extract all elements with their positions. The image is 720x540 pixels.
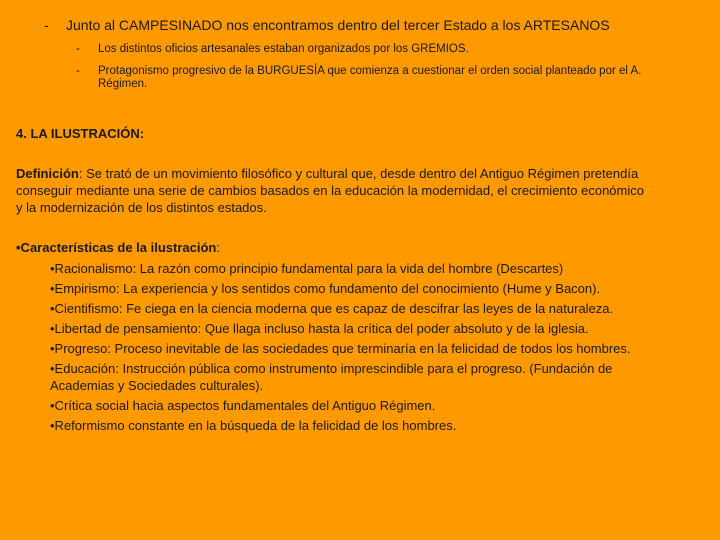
sub-bullet-gremios [76, 43, 656, 56]
bullet-dash: - [44, 17, 49, 33]
list-item: •Libertad de pensamiento: Que llaga incluso hasta la crítica del poder absoluto y de la iglesia. [50, 321, 589, 336]
list-item: •Educación: Instrucción pública como instrumento imprescindible para el progreso. (Fundación de Academias y Sociedades culturales). [50, 361, 613, 393]
definition-paragraph [16, 165, 646, 216]
characteristics-colon: : [216, 240, 220, 255]
section-heading: 4. LA ILUSTRACIÓN: [16, 126, 145, 141]
sub-bullet-burguesia [76, 65, 656, 91]
characteristics-list [50, 260, 675, 437]
definition-label: Definición [16, 166, 79, 181]
list-item: •Reformismo constante en la búsqueda de la felicidad de los hombres. [50, 418, 457, 433]
sub-bullet-text: Los distintos oficios artesanales estaban organizados por los GREMIOS. [98, 43, 469, 55]
list-item: •Racionalismo: La razón como principio fundamental para la vida del hombre (Descartes) [50, 261, 564, 276]
top-bullet-text: Junto al CAMPESINADO nos encontramos dentro del tercer Estado a los ARTESANOS [66, 17, 610, 33]
list-item: •Crítica social hacia aspectos fundamentales del Antiguo Régimen. [50, 398, 436, 413]
bullet-dash: - [76, 43, 80, 55]
characteristics-label: •Características de la ilustración [16, 240, 217, 255]
list-item: •Progreso: Proceso inevitable de las sociedades que terminaría en la felicidad de todos los hombres. [50, 341, 631, 356]
characteristics-heading [16, 239, 220, 256]
list-item: •Empirismo: La experiencia y los sentidos como fundamento del conocimiento (Hume y Bacon). [50, 281, 601, 296]
sub-bullet-text: Protagonismo progresivo de la BURGUESÍA que comienza a cuestionar el orden social planteado por el A. Régimen. [98, 65, 642, 90]
list-item: •Cientifismo: Fe ciega en la ciencia moderna que es capaz de descifrar las leyes de la naturaleza. [50, 301, 614, 316]
bullet-dash: - [76, 65, 80, 77]
definition-text: : Se trató de un movimiento filosófico y cultural que, desde dentro del Antiguo Régimen pretendía conseguir mediante una serie de cambios basados en la educación la modernidad, el crecimiento económico y la modernización de los distintos estados. [16, 166, 644, 215]
